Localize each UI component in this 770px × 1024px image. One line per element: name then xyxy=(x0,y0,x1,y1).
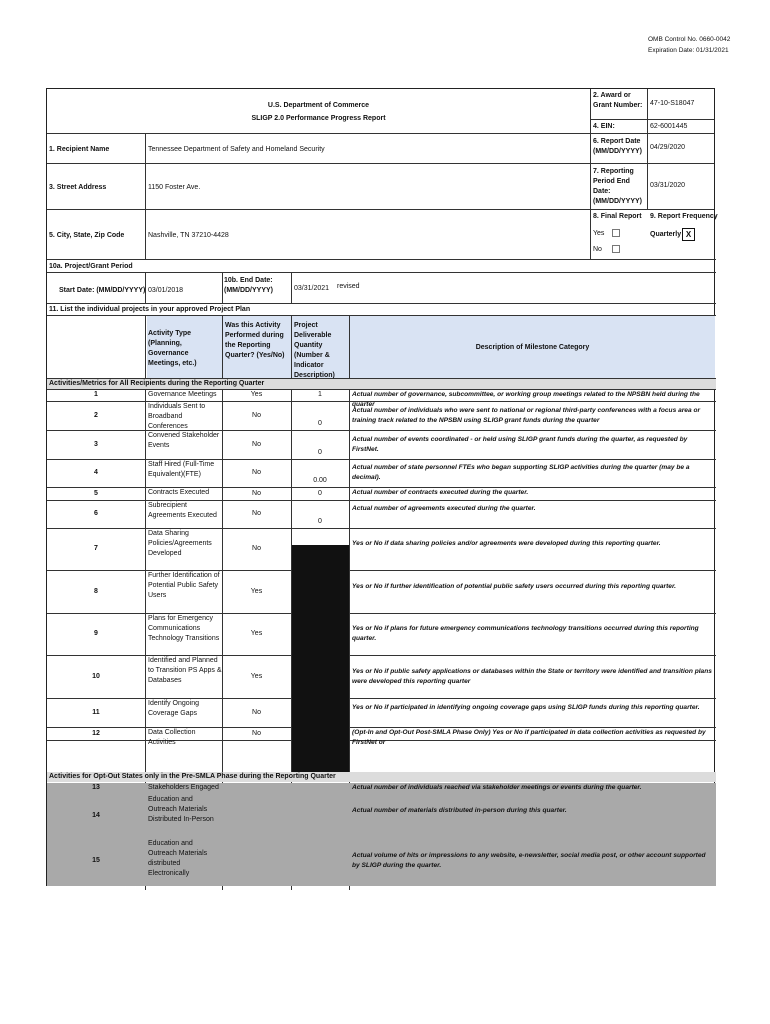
row-description: Yes or No if participated in identifying ongoing coverage gaps using SLIGP funds during this reporting quarter. xyxy=(352,704,700,711)
section-optout: Activities for Opt-Out States only in the Pre-SMLA Phase during the Reporting Quarter xyxy=(49,773,336,780)
row-activity: Plans for Emergency Communications Technology Transitions xyxy=(148,615,220,642)
final-no-checkbox[interactable] xyxy=(612,245,620,253)
section-all-recipients: Activities/Metrics for All Recipients during the Reporting Quarter xyxy=(49,380,265,387)
row-description: Actual number of state personnel FTEs who began supporting SLIGP activities during the quarter (may be a decimal). xyxy=(352,464,690,481)
row-number: 5 xyxy=(94,490,98,497)
row-description: Actual number of materials distributed in-person during this quarter. xyxy=(352,807,567,814)
header-description: Description of Milestone Category xyxy=(475,344,590,351)
header-performed: Was this Activity Performed during the Reporting Quarter? (Yes/No) xyxy=(225,322,285,359)
row-activity: Staff Hired (Full-Time Equivalent)(FTE) xyxy=(148,461,215,478)
row-quantity: 0 xyxy=(318,420,322,427)
end-date-value: 03/31/2021 xyxy=(294,285,330,292)
row-performed: Yes xyxy=(250,673,263,680)
row-number: 9 xyxy=(94,630,98,637)
row-performed: No xyxy=(252,490,261,497)
end-date-note: revised xyxy=(337,283,360,290)
final-yes-label: Yes xyxy=(593,230,605,237)
row-description: Actual number of individuals who were sent to national or regional third-party conferences with a focus area or training track related to the NPSBN using SLIGP grant funds during the quarter xyxy=(352,407,701,424)
report-title: SLIGP 2.0 Performance Progress Report xyxy=(251,115,386,122)
progress-report-form xyxy=(46,88,718,886)
row-performed: Yes xyxy=(250,391,263,398)
period-section-label: 10a. Project/Grant Period xyxy=(49,263,133,270)
projects-label: 11. List the individual projects in your approved Project Plan xyxy=(49,306,251,313)
freq-value: Quarterly xyxy=(650,231,682,238)
final-no-label: No xyxy=(593,246,602,253)
omb-control: OMB Control No. 0660-0042 xyxy=(648,36,731,43)
row-number: 11 xyxy=(92,709,100,716)
row-quantity: 1 xyxy=(318,391,322,398)
row-activity: Data Sharing Policies/Agreements Developed xyxy=(148,530,212,557)
row-performed: No xyxy=(252,510,261,517)
row-activity: Identify Ongoing Coverage Gaps xyxy=(148,700,199,717)
row-activity: Convened Stakeholder Events xyxy=(148,432,220,449)
ein-label: 4. EIN: xyxy=(593,123,615,130)
row-performed: Yes xyxy=(250,588,263,595)
row-number: 3 xyxy=(94,441,98,448)
row-performed: No xyxy=(252,545,261,552)
row-description: Yes or No if public safety applications or databases within the State or territory were identified and transition plans were developed this reporting quarter xyxy=(352,668,712,685)
row-number: 14 xyxy=(92,812,100,819)
row-number: 4 xyxy=(94,469,98,476)
row-description: Yes or No if further identification of potential public safety users occurred during this reporting quarter. xyxy=(352,583,676,590)
omb-expiration: Expiration Date: 01/31/2021 xyxy=(648,47,729,54)
deliverable-redacted-block xyxy=(292,545,349,772)
row-number: 13 xyxy=(92,784,100,791)
city-label: 5. City, State, Zip Code xyxy=(49,232,125,239)
row-performed: No xyxy=(252,709,261,716)
dept-title: U.S. Department of Commerce xyxy=(267,102,370,109)
row-description: Actual volume of hits or impressions to any website, e-newsletter, social media post, or other account supported by SLIGP during the quarter. xyxy=(352,852,706,869)
header-deliverable: Project Deliverable Quantity (Number & Indicator Description) xyxy=(294,322,335,379)
start-date-label: Start Date: (MM/DD/YYYY) xyxy=(59,287,146,294)
street-value: 1150 Foster Ave. xyxy=(148,184,201,191)
row-activity: Subrecipient Agreements Executed xyxy=(148,502,217,519)
row-activity: Further Identification of Potential Public Safety Users xyxy=(148,572,220,599)
end-date-label: 10b. End Date: (MM/DD/YYYY) xyxy=(224,277,273,294)
row-description: Actual number of events coordinated - or held using SLIGP grant funds during the quarter, as requested by FirstNet. xyxy=(352,436,688,453)
row-activity: Education and Outreach Materials distributed Electronically xyxy=(148,840,208,877)
award-value: 47-10-S18047 xyxy=(650,100,695,107)
start-date-value: 03/01/2018 xyxy=(148,287,184,294)
row-activity: Individuals Sent to Broadband Conferences xyxy=(148,403,206,430)
row-number: 8 xyxy=(94,588,98,595)
row-activity: Contracts Executed xyxy=(148,489,210,496)
row-number: 10 xyxy=(92,673,100,680)
row-description: Actual number of governance, subcommittee, or working group meetings related to the NPSBN held during the quarter xyxy=(352,391,700,408)
row-quantity: 0 xyxy=(318,449,322,456)
row-activity: Governance Meetings xyxy=(148,391,217,398)
final-yes-checkbox[interactable] xyxy=(612,229,620,237)
row-description: Actual number of agreements executed during the quarter. xyxy=(352,505,536,512)
row-performed: No xyxy=(252,441,261,448)
report-date-label: 6. Report Date (MM/DD/YYYY) xyxy=(593,138,642,155)
ein-value: 62-6001445 xyxy=(650,123,688,130)
period-value: 03/31/2020 xyxy=(650,182,686,189)
street-label: 3. Street Address xyxy=(49,184,107,191)
header-activity: Activity Type (Planning, Governance Meetings, etc.) xyxy=(148,330,197,367)
row-description: Yes or No if data sharing policies and/or agreements were developed during this reporting quarter. xyxy=(352,540,661,547)
row-description: Actual number of individuals reached via stakeholder meetings or events during the quarter. xyxy=(352,784,642,791)
recipient-label: 1. Recipient Name xyxy=(49,146,110,153)
row-performed: Yes xyxy=(250,630,263,637)
freq-quarterly-checkbox[interactable]: X xyxy=(682,228,695,241)
report-date-value: 04/29/2020 xyxy=(650,144,686,151)
final-report-label: 8. Final Report xyxy=(593,213,642,220)
row-description: (Opt-In and Opt-Out Post-SMLA Phase Only) Yes or No if participated in data collection activities as requested by FirstNet or xyxy=(352,729,706,746)
row-quantity: 0 xyxy=(318,518,322,525)
row-number: 15 xyxy=(92,857,100,864)
row-activity: Identified and Planned to Transition PS Apps & Databases xyxy=(148,657,222,684)
city-value: Nashville, TN 37210-4428 xyxy=(148,232,229,239)
row-quantity: 0.00 xyxy=(313,477,327,484)
row-activity: Data Collection Activities xyxy=(148,729,196,746)
omb-info xyxy=(648,34,730,56)
row-number: 2 xyxy=(94,412,98,419)
row-activity: Education and Outreach Materials Distributed In-Person xyxy=(148,796,214,823)
row-description: Yes or No if plans for future emergency communications technology transitions occurred during this reporting quarter. xyxy=(352,625,699,642)
row-quantity: 0 xyxy=(318,490,322,497)
row-performed: No xyxy=(252,469,261,476)
recipient-value: Tennessee Department of Safety and Homeland Security xyxy=(148,146,325,153)
row-number: 7 xyxy=(94,545,98,552)
period-label: 7. Reporting Period End Date: (MM/DD/YYYY) xyxy=(593,168,642,205)
freq-label: 9. Report Frequency xyxy=(650,213,718,220)
row-number: 6 xyxy=(94,510,98,517)
row-number: 1 xyxy=(94,391,98,398)
award-label: 2. Award or Grant Number: xyxy=(593,92,643,109)
row-performed: No xyxy=(252,412,261,419)
row-performed: No xyxy=(252,730,261,737)
row-description: Actual number of contracts executed during the quarter. xyxy=(352,489,529,496)
row-number: 12 xyxy=(92,730,100,737)
row-activity: Stakeholders Engaged xyxy=(148,784,219,791)
